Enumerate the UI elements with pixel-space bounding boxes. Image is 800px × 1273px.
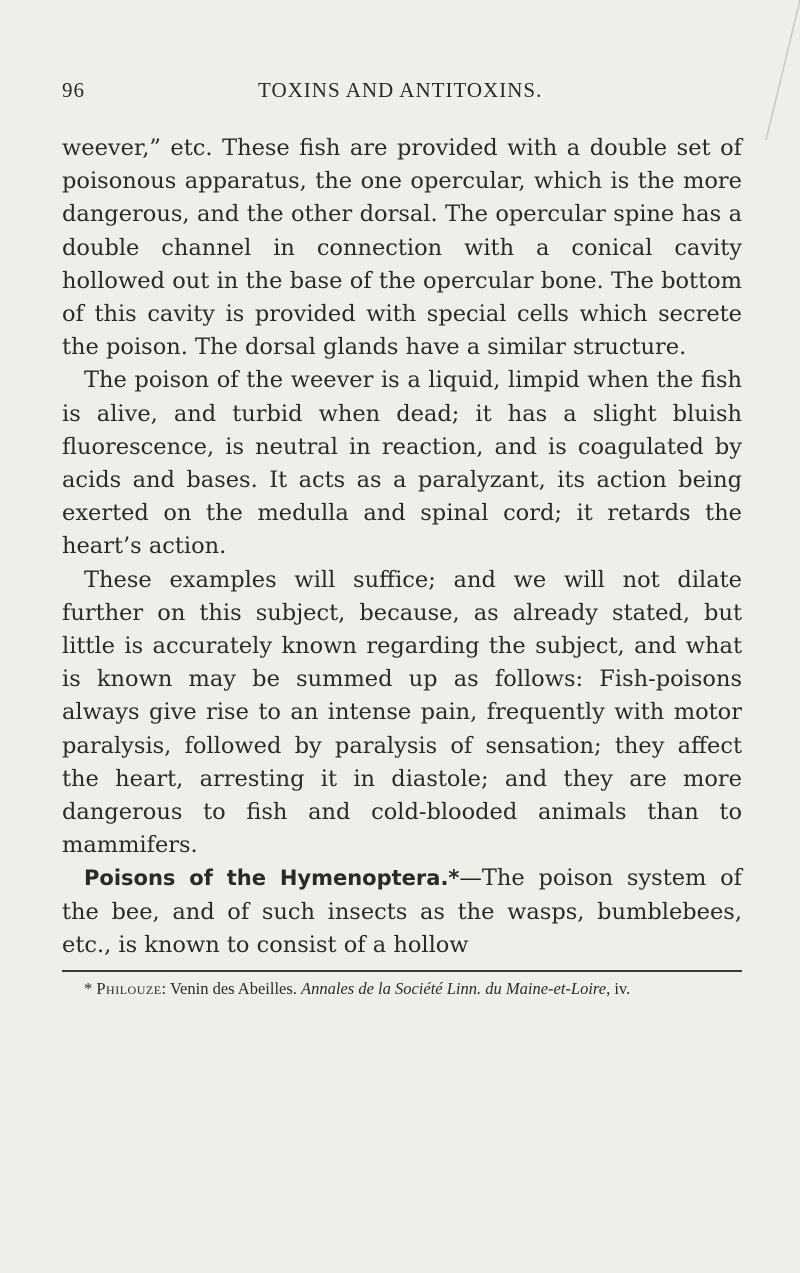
body-text	[62, 132, 742, 962]
footnote-marker: *	[84, 979, 97, 999]
footnote	[62, 978, 742, 1000]
paragraph-1: weever,” etc. These fish are provided with a double set of poisonous apparatus, the one opercular, which is the more dangerous, and the other dorsal. The opercular spine has a double channel in connection with a conical cavity hollowed out in the base of the opercular bone. The bottom of this cavity is provided with special cells which secrete the poison. The dorsal glands have a similar structure.	[62, 135, 742, 361]
paragraph-4-text: —The poison system of the bee, and of such insects as the wasps, bumblebees, etc., is known to consist of a hollow	[62, 865, 742, 958]
page-header	[62, 78, 742, 112]
section-heading: Poisons of the Hymenoptera.*	[84, 866, 460, 891]
page-number: 96	[62, 78, 85, 102]
paragraph-2: The poison of the weever is a liquid, limpid when the fish is alive, and turbid when dead; it has a slight bluish fluorescence, is neutral in reaction, and is coagulated by acids and bases. It acts as a paralyzant, its action being exerted on the medulla and spinal cord; it retards the heart’s action.	[62, 367, 742, 560]
footnote-author: Philouze	[96, 979, 162, 999]
book-page	[62, 78, 742, 1000]
scan-edge-mark	[760, 0, 800, 140]
paragraph-4	[62, 862, 742, 962]
footnote-title: : Venin des Abeilles.	[161, 979, 302, 999]
paragraph-3: These examples will suffice; and we will not dilate further on this subject, because, as already stated, but little is accurately known regarding the subject, and what is known may be summed up as follows: Fish-poisons always give rise to an intense pain, frequently with motor paralysis, followed by paralysis of sensation; they affect the heart, arresting it in diastole; and they are more dangerous to fish and cold-blooded animals than to mammifers.	[62, 566, 742, 859]
footnote-rule	[62, 970, 742, 972]
footnote-volume: , iv.	[606, 979, 631, 999]
footnote-journal: Annales de la Société Linn. du Maine-et-Loire	[301, 979, 607, 999]
running-head: TOXINS AND ANTITOXINS.	[258, 78, 543, 102]
